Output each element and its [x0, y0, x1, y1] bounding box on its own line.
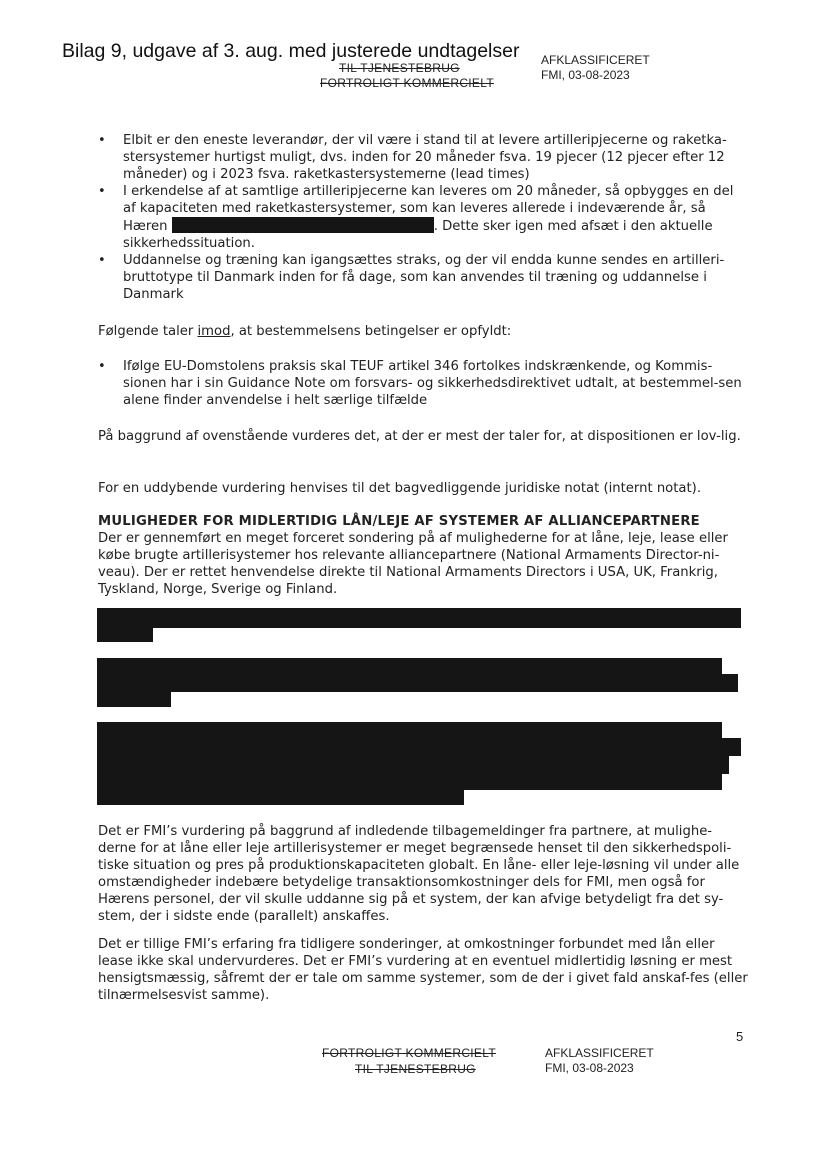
- classification-mark-struck: TIL TJENESTEBRUG: [339, 61, 460, 75]
- redaction-box: [97, 788, 464, 805]
- redaction-box: [172, 217, 434, 233]
- declassified-label: AFKLASSIFICERET: [545, 1046, 654, 1060]
- declassified-stamp: [545, 1046, 654, 1076]
- section-text: Der er gennemført en meget forceret sondering på af mulighederne for at låne, leje, lease eller købe brugte artillerisystemer hos relevante alliancepartnere (National Armaments Director-ni-veau). Der er rettet henvendelse direkte til National Armaments Directors i USA, UK, Frankrig, Tyskland, Norge, Sverige og Finland.: [98, 531, 728, 597]
- declassified-date: FMI, 03-08-2023: [541, 68, 630, 82]
- list-item: • Elbit er den eneste leverandør, der vil være i stand til at levere artilleripjecerne og raketka-stersystemer hurtigst muligt, dvs. inden for 20 måneder fsva. 19 pjecer (12 pjecer efter 12 måneder) og i 2023 fsva. raketkastersystemerne (lead times): [98, 132, 748, 183]
- redaction-box: [97, 608, 741, 628]
- redaction-box: [97, 674, 738, 692]
- bullet-list-arguments-for: [98, 132, 748, 303]
- declassified-label: AFKLASSIFICERET: [541, 53, 650, 67]
- list-item-text: . Dette sker igen med afsæt i den aktuelle sikkerhedssituation.: [123, 219, 713, 251]
- assessment-paragraph: Det er FMI’s vurdering på baggrund af indledende tilbagemeldinger fra partnere, at mulighe-derne for at låne eller leje artillerisystemer er meget begrænsede henset til den sikkerhedspoli-tiske situation og pres på produktionskapaciteten globalt. En låne- eller leje-løsning vil under alle omstændigheder indebære betydelige transaktionsomkostninger dels for FMI, men også for Hærens personel, der vil skulle uddanne sig på et system, der kan afvige betydeligt fra det sy-stem, der i sidste ende (parallelt) anskaffes.: [98, 824, 740, 924]
- conclusion-paragraph: På baggrund af ovenstående vurderes det, at der er mest der taler for, at dispositionen er lov-lig.: [98, 429, 741, 444]
- section-block: [98, 513, 748, 598]
- list-item: [98, 183, 748, 252]
- classification-mark-struck: FORTROLIGT KOMMERCIELT: [322, 1046, 496, 1060]
- redaction-box: [97, 690, 171, 707]
- underlined-word: imod: [197, 324, 231, 339]
- reference-paragraph: For en uddybende vurdering henvises til det bagvedliggende juridiske notat (internt notat).: [98, 481, 702, 496]
- classification-mark-struck: FORTROLIGT KOMMERCIELT: [320, 76, 494, 90]
- declassified-stamp: [541, 53, 650, 83]
- declassified-date: FMI, 03-08-2023: [545, 1061, 634, 1075]
- document-title: Bilag 9, udgave af 3. aug. med justerede undtagelser: [62, 40, 520, 62]
- page-number: 5: [736, 1029, 744, 1044]
- redaction-box: [97, 626, 153, 642]
- list-item: • Ifølge EU-Domstolens praksis skal TEUF artikel 346 fortolkes indskrænkende, og Kommis-sionen har i sin Guidance Note om forsvars- og sikkerhedsdirektivet udtalt, at bestemmel-sen alene finder anvendelse i helt særlige tilfælde: [98, 358, 748, 409]
- list-item: • Uddannelse og træning kan igangsættes straks, og der vil endda kunne sendes en artilleri-bruttotype til Danmark inden for få dage, som kan anvendes til træning og uddannelse i Danmark: [98, 252, 748, 303]
- section-heading: MULIGHEDER FOR MIDLERTIDIG LÅN/LEJE AF SYSTEMER AF ALLIANCEPARTNERE: [98, 514, 700, 529]
- classification-mark-struck: TIL TJENESTEBRUG: [355, 1062, 476, 1076]
- bullet-list-arguments-against: [98, 358, 748, 409]
- assessment-paragraph: Det er tillige FMI’s erfaring fra tidligere sonderinger, at omkostninger forbundet med lån eller lease ikke skal undervurderes. Det er FMI’s vurdering at en eventuel midlertidig løsning er mest hensigtsmæssig, såfremt der er tale om samme systemer, som de der i givet fald anskaf-fes (eller tilnærmelsesvist samme).: [98, 937, 748, 1003]
- against-intro: Følgende taler imod, at bestemmelsens betingelser er opfyldt:: [98, 324, 512, 339]
- redaction-box: [97, 754, 729, 774]
- list-item-text: I erkendelse af at samtlige artilleripjecerne kan leveres om 20 måneder, så opbygges en del af kapaciteten med raketkastersystemer, som kan leveres allerede i indeværende år, så Hæren: [123, 184, 734, 234]
